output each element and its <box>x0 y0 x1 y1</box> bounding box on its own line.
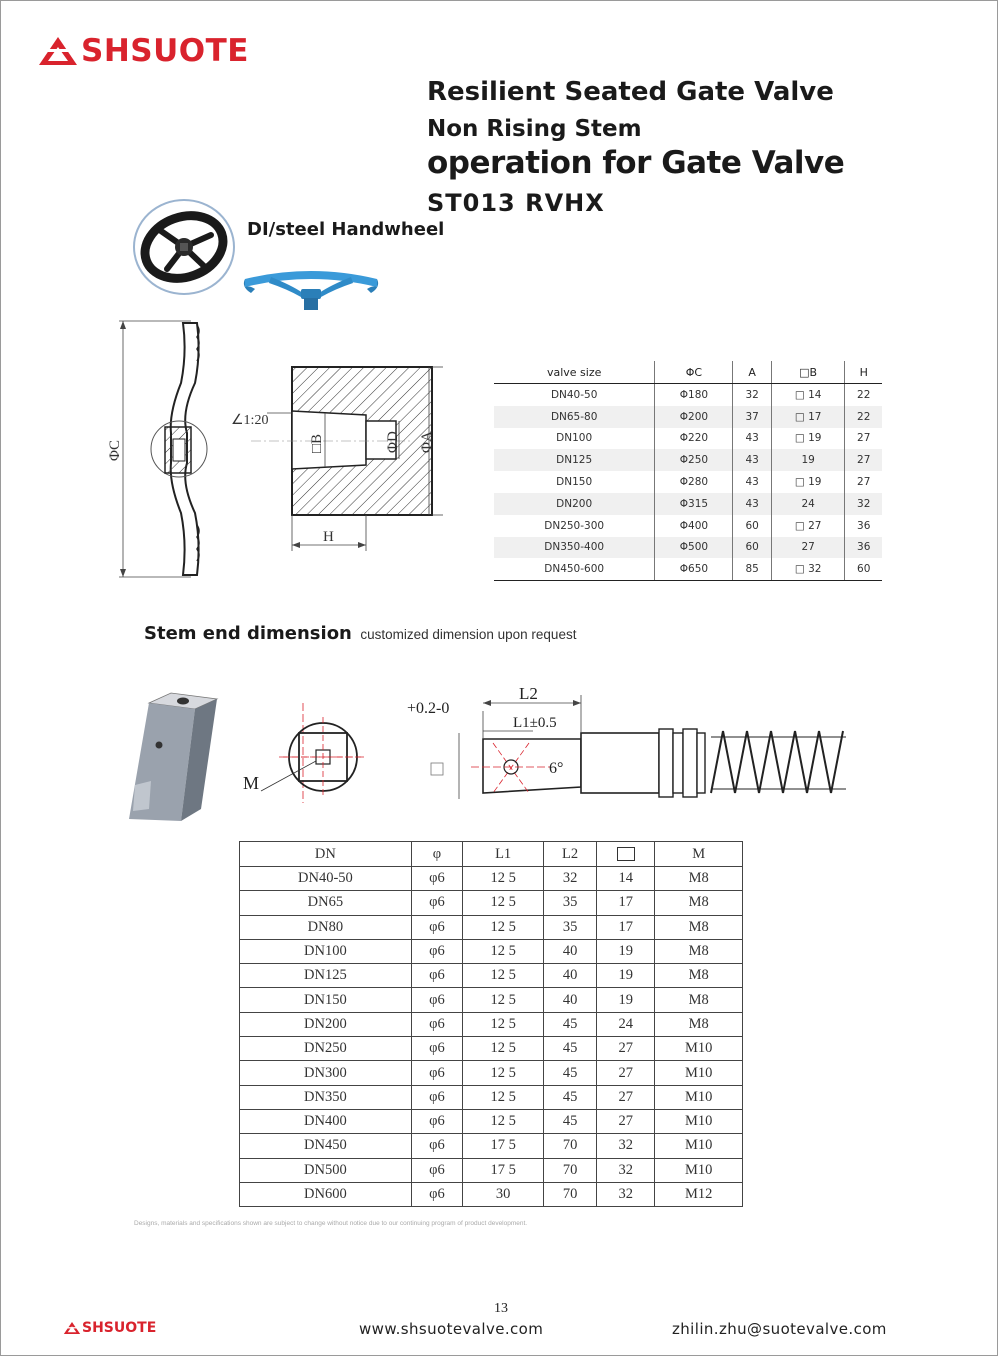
table-cell: Φ280 <box>655 471 733 493</box>
table-cell: Φ250 <box>655 449 733 471</box>
table-cell: DN250-300 <box>544 519 605 532</box>
table-cell: Φ180 <box>655 384 733 406</box>
table-cell: DN200 <box>240 1012 412 1036</box>
table-cell: 40 <box>544 939 597 963</box>
table-cell: 27 <box>596 1085 655 1109</box>
m-label: M <box>243 773 260 793</box>
table-row <box>240 988 743 1012</box>
table-cell: 17 5 <box>463 1134 544 1158</box>
table-cell: 35 <box>544 915 597 939</box>
handwheel-drawing <box>101 313 451 583</box>
table-cell: M8 <box>655 964 743 988</box>
table-cell: DN500 <box>240 1158 412 1182</box>
page-number: 13 <box>494 1301 508 1316</box>
table-cell: □ 19 <box>771 471 845 493</box>
table-cell: 36 <box>845 515 882 537</box>
table-cell: 32 <box>733 384 771 406</box>
table-cell: φ6 <box>411 988 462 1012</box>
col-l1: L1 <box>463 842 544 867</box>
table-row <box>240 867 743 891</box>
table-cell: 22 <box>845 406 882 428</box>
table-cell: DN600 <box>240 1182 412 1206</box>
table-row <box>240 1037 743 1061</box>
table-cell: 45 <box>544 1085 597 1109</box>
table-cell: DN450-600 <box>494 558 655 580</box>
table-cell: 60 <box>733 537 771 559</box>
table-cell: 27 <box>596 1109 655 1133</box>
table-cell: 22 <box>845 384 882 406</box>
table-cell: 32 <box>596 1134 655 1158</box>
table-cell: φ6 <box>411 1182 462 1206</box>
table-cell: φ6 <box>411 1037 462 1061</box>
stem-title: Stem end dimension <box>144 623 352 644</box>
table-cell: 12 5 <box>463 1061 544 1085</box>
table-row <box>240 1134 743 1158</box>
footer-logo <box>63 1320 156 1336</box>
table-cell: M8 <box>655 891 743 915</box>
table-cell: DN150 <box>240 988 412 1012</box>
table-row <box>240 1061 743 1085</box>
table-cell: 27 <box>596 1037 655 1061</box>
dim-h-label: H <box>323 529 334 545</box>
table-cell: DN65-80 <box>494 406 655 428</box>
table-cell: 12 5 <box>463 988 544 1012</box>
table-cell: M8 <box>655 939 743 963</box>
table-cell: 19 <box>596 939 655 963</box>
table-cell: 43 <box>733 493 771 515</box>
table-cell: 24 <box>771 493 845 515</box>
table-cell: 12 5 <box>463 1037 544 1061</box>
model-code: ST013 RVHX <box>427 189 605 217</box>
table-cell: φ6 <box>411 891 462 915</box>
table-cell: M8 <box>655 867 743 891</box>
table-cell: 37 <box>733 406 771 428</box>
table-cell: DN80 <box>240 915 412 939</box>
footer-email[interactable]: zhilin.zhu@suotevalve.com <box>672 1320 887 1338</box>
table-cell: 17 <box>596 891 655 915</box>
table-row <box>240 964 743 988</box>
col-a: A <box>733 361 771 384</box>
col-valve-size: valve size <box>494 361 655 384</box>
table-cell: 32 <box>596 1182 655 1206</box>
table-cell: 12 5 <box>463 939 544 963</box>
table-row <box>494 449 882 471</box>
table-cell: DN450 <box>240 1134 412 1158</box>
table-cell: DN100 <box>240 939 412 963</box>
table-cell: DN40-50 <box>550 388 598 401</box>
table-cell: □ 27 <box>771 515 845 537</box>
col-dia-c: ΦC <box>655 361 733 384</box>
table-cell: φ6 <box>411 964 462 988</box>
table-cell: Φ220 <box>655 428 733 450</box>
table-cell: DN350-400 <box>494 537 655 559</box>
stem-end-drawing <box>121 681 861 831</box>
table-cell: Φ315 <box>655 493 733 515</box>
table-cell: 27 <box>845 428 882 450</box>
table-cell: 45 <box>544 1012 597 1036</box>
table-cell: φ6 <box>411 939 462 963</box>
handwheel-table-body <box>494 384 882 581</box>
disclaimer-text: Designs, materials and specifications shown are subject to change without notice due to our continuing program of product development. <box>134 1220 528 1227</box>
table-cell: DN400 <box>240 1109 412 1133</box>
table-row <box>494 537 882 559</box>
table-cell: 14 <box>596 867 655 891</box>
table-cell: 32 <box>544 867 597 891</box>
dim-c-label: ΦC <box>107 440 123 461</box>
stem-subtitle: customized dimension upon request <box>360 627 577 642</box>
dim-b-label: □B <box>309 433 325 453</box>
table-cell: 19 <box>771 449 845 471</box>
col-l2: L2 <box>544 842 597 867</box>
table-cell: Φ400 <box>655 515 733 537</box>
table-cell: 12 5 <box>463 1012 544 1036</box>
table-row <box>240 1109 743 1133</box>
table-cell: □ 17 <box>771 406 845 428</box>
table-cell: DN65 <box>240 891 412 915</box>
table-cell: 27 <box>845 471 882 493</box>
table-header-row <box>240 842 743 867</box>
table-cell: 12 5 <box>463 1085 544 1109</box>
stem-dimension-table <box>239 841 743 1207</box>
table-cell: 70 <box>544 1182 597 1206</box>
table-cell: 40 <box>544 988 597 1012</box>
col-h: H <box>845 361 882 384</box>
table-cell: M10 <box>655 1061 743 1085</box>
square-icon <box>617 847 635 861</box>
footer-logo-icon <box>63 1321 81 1335</box>
table-cell: 19 <box>596 964 655 988</box>
l1-label: L1±0.5 <box>513 715 557 731</box>
table-cell: 17 <box>596 915 655 939</box>
tolerance-label: +0.2-0 <box>407 700 450 717</box>
table-cell: 19 <box>596 988 655 1012</box>
table-cell: φ6 <box>411 1012 462 1036</box>
table-cell: Φ500 <box>655 537 733 559</box>
table-cell: □ 19 <box>771 428 845 450</box>
table-row <box>494 493 882 515</box>
table-cell: M8 <box>655 915 743 939</box>
table-cell: 27 <box>771 537 845 559</box>
table-cell: φ6 <box>411 1158 462 1182</box>
table-cell: 36 <box>845 537 882 559</box>
table-cell: 45 <box>544 1109 597 1133</box>
table-cell: M8 <box>655 988 743 1012</box>
table-cell: 12 5 <box>463 867 544 891</box>
table-cell: 43 <box>733 471 771 493</box>
table-cell: 40 <box>544 964 597 988</box>
table-cell: 60 <box>845 558 882 580</box>
table-cell: 85 <box>733 558 771 580</box>
table-cell: 27 <box>845 449 882 471</box>
brand-logo-icon <box>37 35 79 67</box>
table-cell: DN100 <box>556 432 593 445</box>
table-cell: 70 <box>544 1134 597 1158</box>
table-row <box>240 1158 743 1182</box>
table-cell: 60 <box>733 515 771 537</box>
footer-website[interactable]: www.shsuotevalve.com <box>359 1320 544 1338</box>
handwheel-photo <box>131 197 237 297</box>
stem-table-body <box>240 867 743 1207</box>
table-cell: Φ650 <box>655 558 733 580</box>
table-cell: 35 <box>544 891 597 915</box>
page-heading: operation for Gate Valve <box>427 145 845 181</box>
table-cell: φ6 <box>411 1134 462 1158</box>
col-sq-b: □B <box>771 361 845 384</box>
table-cell: DN350 <box>240 1085 412 1109</box>
col-dn: DN <box>240 842 412 867</box>
table-row <box>494 406 882 428</box>
table-cell: 12 5 <box>463 891 544 915</box>
table-cell: DN125 <box>240 964 412 988</box>
table-cell: φ6 <box>411 1061 462 1085</box>
table-cell: M10 <box>655 1134 743 1158</box>
table-header-row <box>494 361 882 384</box>
table-cell: M10 <box>655 1158 743 1182</box>
dim-a-label: ΦA <box>419 431 435 453</box>
dim-d-label: ΦD <box>385 431 401 453</box>
page-title: Resilient Seated Gate Valve <box>427 77 834 107</box>
table-cell: M10 <box>655 1109 743 1133</box>
table-cell: 45 <box>544 1037 597 1061</box>
taper-label: ∠1:20 <box>231 413 269 428</box>
table-row <box>494 558 882 580</box>
stem-section-heading <box>144 623 576 644</box>
table-cell: 43 <box>733 449 771 471</box>
table-cell: M12 <box>655 1182 743 1206</box>
table-row <box>240 1182 743 1206</box>
table-cell: 12 5 <box>463 964 544 988</box>
page-subtitle: Non Rising Stem <box>427 116 642 142</box>
table-cell: DN150 <box>556 476 593 489</box>
table-cell: M10 <box>655 1037 743 1061</box>
table-row <box>240 1012 743 1036</box>
table-cell: 12 5 <box>463 915 544 939</box>
table-cell: 12 5 <box>463 1109 544 1133</box>
table-cell: φ6 <box>411 1109 462 1133</box>
table-cell: □ 14 <box>771 384 845 406</box>
table-cell: 32 <box>596 1158 655 1182</box>
brand-name: SHSUOTE <box>81 33 249 69</box>
brand-logo <box>37 33 249 69</box>
table-row <box>240 939 743 963</box>
table-cell: 17 5 <box>463 1158 544 1182</box>
table-row <box>240 891 743 915</box>
table-row <box>494 384 882 406</box>
table-cell: φ6 <box>411 1085 462 1109</box>
table-cell: 27 <box>596 1061 655 1085</box>
col-m: M <box>655 842 743 867</box>
table-cell: 43 <box>733 428 771 450</box>
table-cell: φ6 <box>411 867 462 891</box>
table-cell: 32 <box>845 493 882 515</box>
table-cell: 70 <box>544 1158 597 1182</box>
table-cell: 24 <box>596 1012 655 1036</box>
table-cell: DN200 <box>494 493 655 515</box>
table-cell: DN300 <box>240 1061 412 1085</box>
table-row <box>494 471 882 493</box>
table-cell: DN125 <box>494 449 655 471</box>
l2-label: L2 <box>519 684 538 703</box>
blue-handwheel-image <box>241 263 381 313</box>
table-cell: M8 <box>655 1012 743 1036</box>
handwheel-dimension-table <box>494 361 882 581</box>
table-row <box>240 915 743 939</box>
angle-label: 6° <box>549 760 564 777</box>
table-cell: Φ200 <box>655 406 733 428</box>
col-square-icon <box>596 842 655 867</box>
table-cell: φ6 <box>411 915 462 939</box>
handwheel-label: DI/steel Handwheel <box>247 219 445 240</box>
col-phi: φ <box>411 842 462 867</box>
table-row <box>494 515 882 537</box>
table-cell: 45 <box>544 1061 597 1085</box>
table-row <box>240 1085 743 1109</box>
table-cell: □ 32 <box>771 558 845 580</box>
table-cell: 30 <box>463 1182 544 1206</box>
table-cell: DN250 <box>240 1037 412 1061</box>
table-cell: DN40-50 <box>240 867 412 891</box>
table-cell: M10 <box>655 1085 743 1109</box>
footer-brand-name: SHSUOTE <box>82 1320 157 1336</box>
table-row <box>494 428 882 450</box>
